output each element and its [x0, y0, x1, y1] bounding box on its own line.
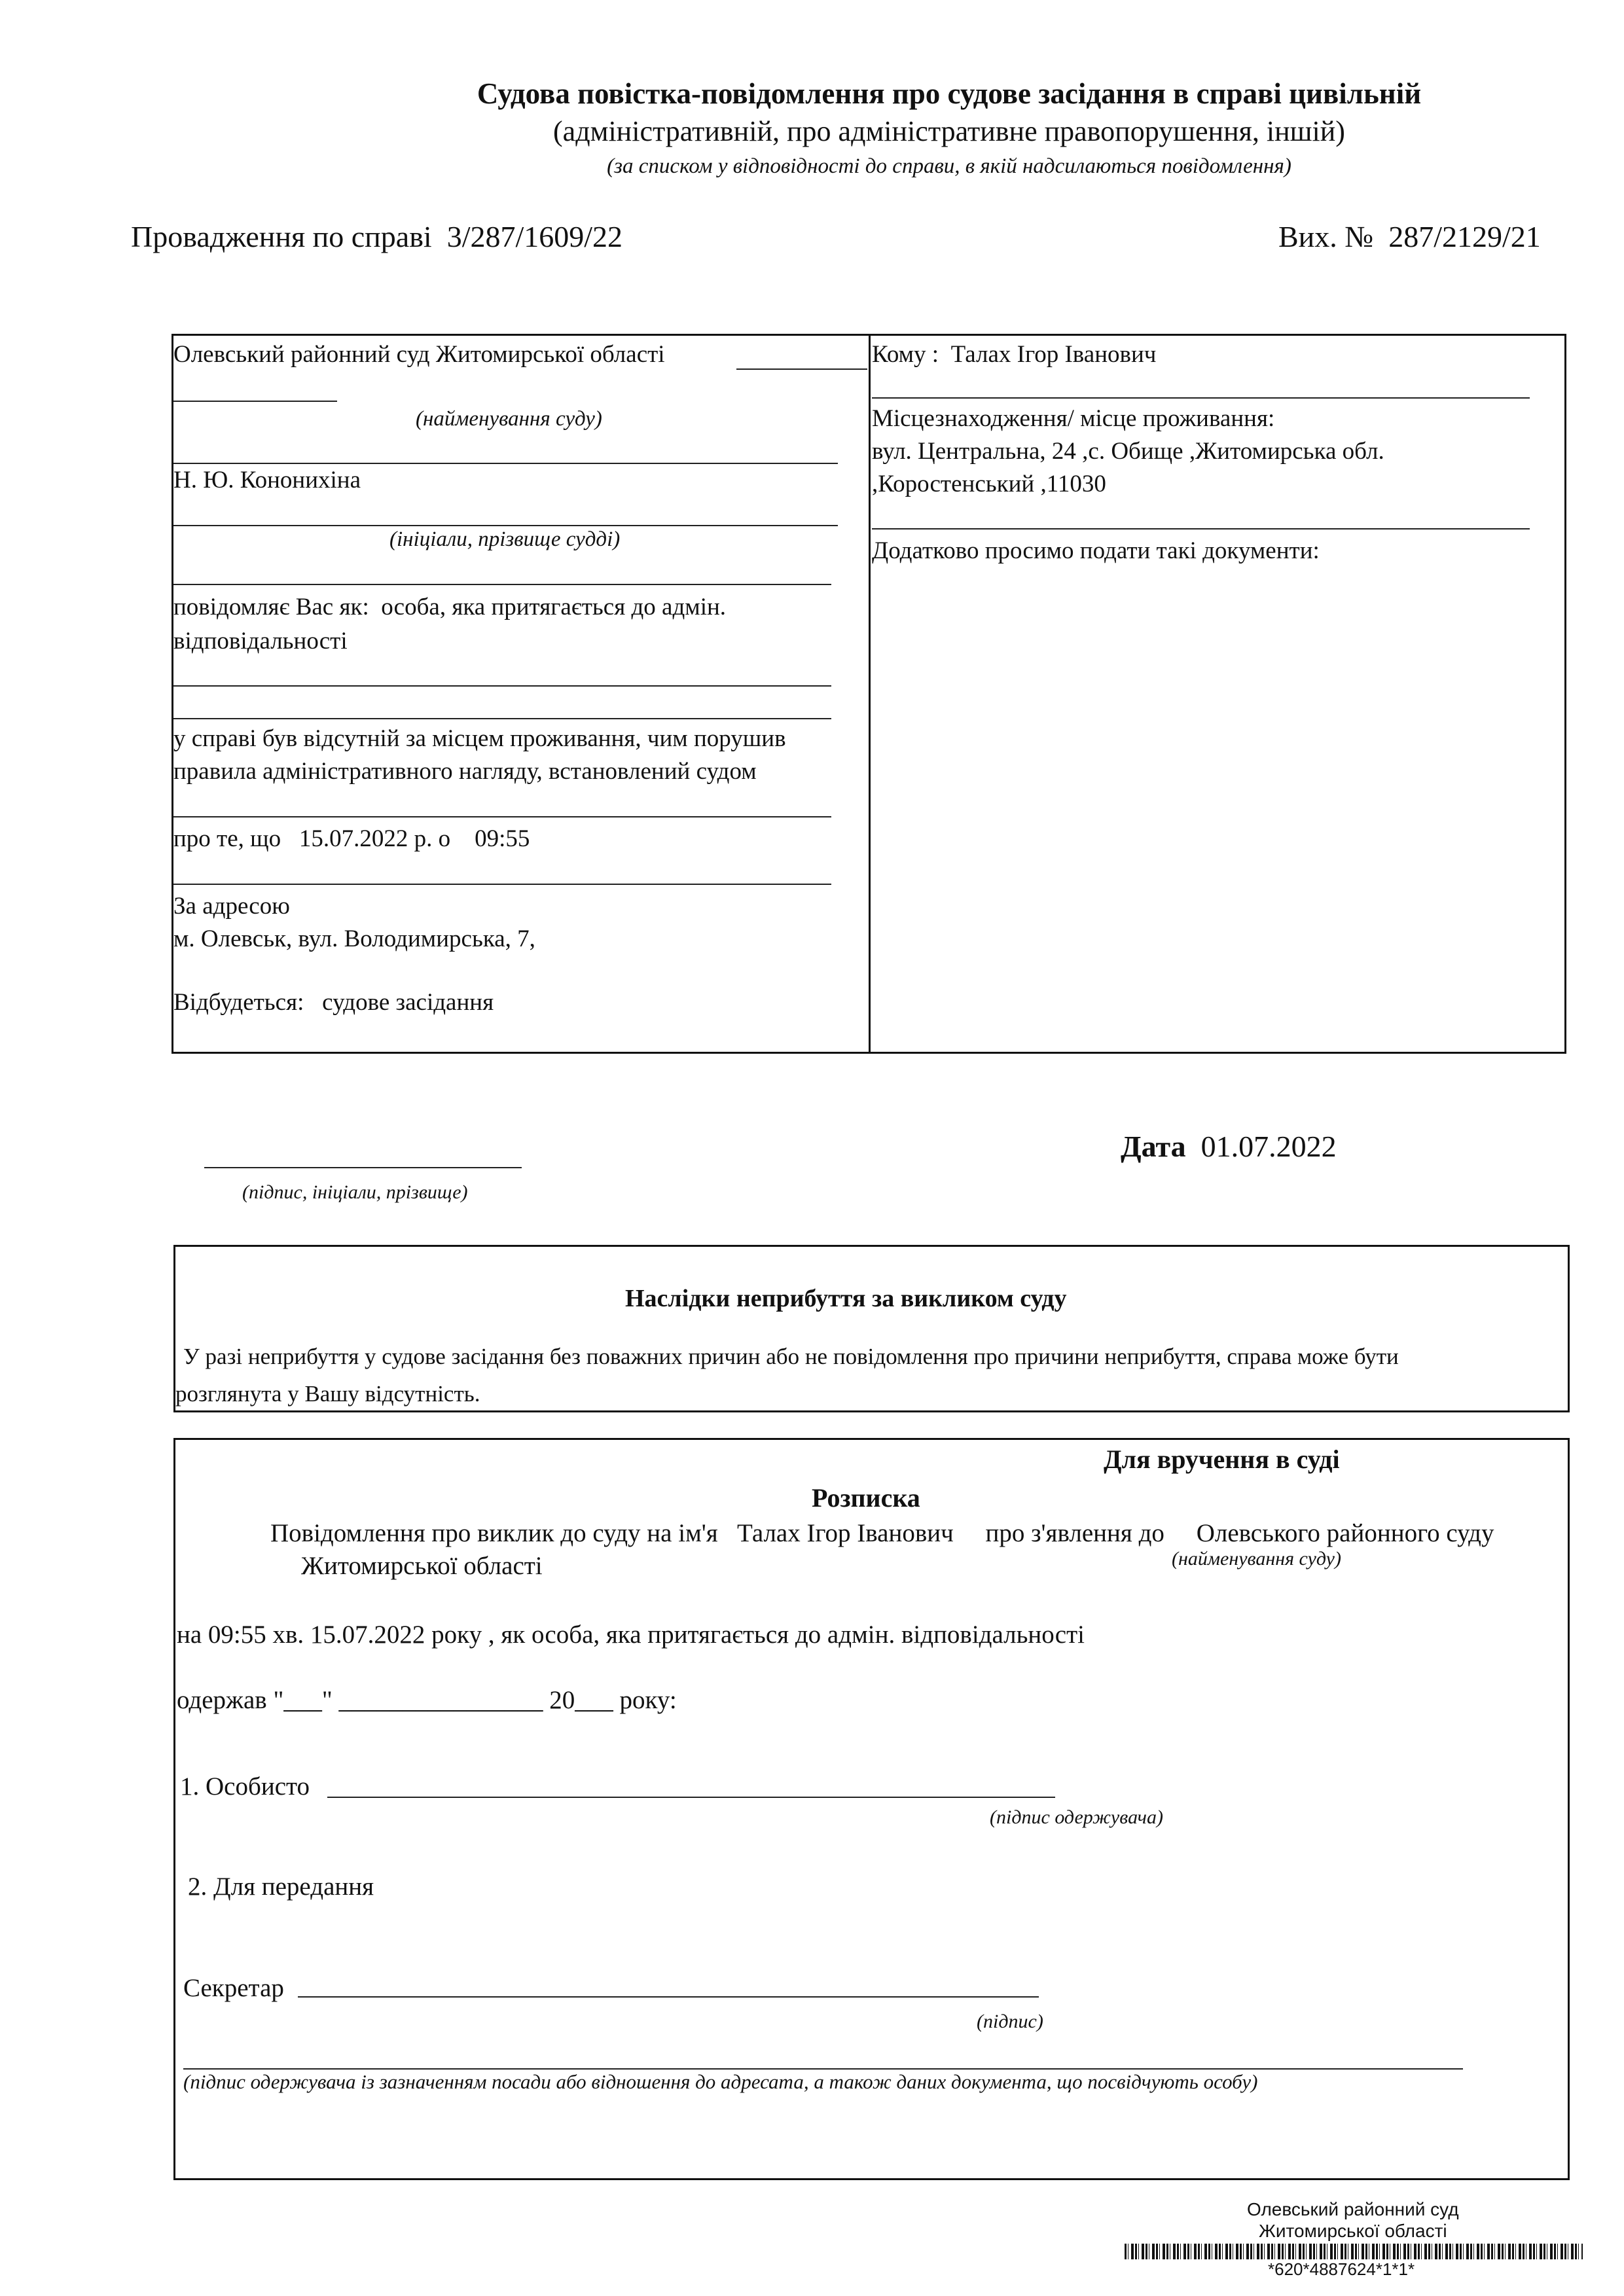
- personal-signature-line: [327, 1797, 1055, 1798]
- receipt-title: Розписка: [812, 1483, 920, 1513]
- secretary-caption: (підпис): [977, 2011, 1043, 2032]
- judge-line: [173, 525, 838, 526]
- court-caption-line: [173, 463, 838, 464]
- address-value: м. Олевськ, вул. Володимирська, 7,: [173, 925, 535, 952]
- event-line: [173, 988, 494, 1016]
- receipt-line-1: [270, 1518, 1494, 1548]
- receipt-time-line: на 09:55 хв. 15.07.2022 року , як особа, яка притягається до адмін. відповідальності: [177, 1621, 1085, 1649]
- case-description-1: у справі був відсутній за місцем проживання, чим порушив: [173, 725, 786, 752]
- document-subtitle: (адміністративній, про адміністративне правопорушення, іншій): [553, 115, 1345, 147]
- consequences-text-1: У разі неприбуття у судове засідання без поважних причин або не повідомлення про причини неприбуття, справа може бути: [183, 1344, 1399, 1369]
- address-label: За адресою: [173, 893, 290, 920]
- barcode: [1125, 2244, 1583, 2259]
- hearing-datetime: [173, 825, 530, 853]
- receipt-court-line-2: Житомирської області: [301, 1552, 543, 1580]
- footer-signature-line: [183, 2068, 1463, 2070]
- notifies-line-2: відповідальності: [173, 628, 348, 655]
- hearing-datetime-line: [173, 884, 831, 885]
- secretary-signature-line: [298, 1996, 1039, 1998]
- consequences-text-2: розглянута у Вашу відсутність.: [175, 1381, 480, 1407]
- to-name: Талах Ігор Іванович: [950, 341, 1157, 368]
- for-court-label: Для вручення в суді: [1104, 1444, 1340, 1474]
- event-value: судове засідання: [322, 989, 494, 1016]
- stamp-line-2: Житомирської області: [1259, 2221, 1447, 2241]
- issue-date-value: 01.07.2022: [1200, 1130, 1337, 1163]
- signature-caption: (підпис, ініціали, прізвище): [242, 1181, 468, 1203]
- case-reference: [131, 219, 623, 254]
- document-title: Судова повістка-повідомлення про судове засідання в справі цивільній: [477, 77, 1422, 110]
- outgoing-reference: [1278, 219, 1541, 254]
- date-label: про те, що: [173, 825, 281, 852]
- receipt-prefix: Повідомлення про виклик до суду на ім'я: [270, 1519, 718, 1547]
- court-name-line-2: [173, 401, 337, 402]
- outgoing-label: Вих. №: [1278, 220, 1374, 253]
- issue-date-label: Дата: [1121, 1130, 1186, 1163]
- judge-name: Н. Ю. Кононихіна: [173, 467, 361, 493]
- time-value: 09:55: [475, 825, 530, 852]
- recipient-line: [872, 340, 1156, 368]
- notifies-value: особа, яка притягається до адмін.: [381, 594, 727, 620]
- receipt-court-caption: (найменування суду): [1172, 1548, 1341, 1570]
- address-rule: [872, 528, 1530, 529]
- column-divider: [869, 334, 871, 1052]
- event-label: Відбудеться:: [173, 989, 304, 1016]
- barcode-number: *620*4887624*1*1*: [1268, 2259, 1415, 2279]
- receipt-court: Олевського районного суду: [1196, 1519, 1494, 1547]
- secretary-label: Секретар: [183, 1974, 284, 2002]
- receipt-name: Талах Ігор Іванович: [736, 1519, 954, 1547]
- receipt-item-personal: 1. Особисто: [180, 1772, 310, 1801]
- location-label: Місцезнаходження/ місце проживання:: [872, 405, 1275, 432]
- date-value: 15.07.2022 р. о: [298, 825, 451, 852]
- judge-caption: (ініціали, прізвище судді): [389, 528, 621, 551]
- court-name-line: [736, 368, 867, 370]
- receipt-mid: про з'явлення до: [985, 1519, 1164, 1547]
- to-label: Кому :: [872, 341, 939, 368]
- address-line-2: ,Коростенський ,11030: [872, 471, 1106, 497]
- document-note: (за списком у відповідності до справи, в якій надсилаються повідомлення): [607, 154, 1291, 178]
- notifies-line-a: [173, 685, 831, 687]
- recipient-line-rule: [872, 397, 1530, 399]
- court-caption: (найменування суду): [416, 407, 602, 431]
- judge-caption-line: [173, 584, 831, 585]
- signature-line: [204, 1167, 522, 1168]
- consequences-title: Наслідки неприбуття за викликом суду: [625, 1285, 1067, 1312]
- stamp-line-1: Олевський районний суд: [1247, 2199, 1459, 2219]
- documents-label: Додатково просимо подати такі документи:: [872, 537, 1320, 564]
- case-number: 3/287/1609/22: [446, 220, 623, 253]
- receipt-received-line: одержав "___" ________________ 20___ року:: [177, 1686, 677, 1714]
- court-name: Олевський районний суд Житомирської області: [173, 341, 665, 368]
- issue-date: [1121, 1129, 1337, 1164]
- case-label: Провадження по справі: [131, 220, 432, 253]
- notifies-line-b: [173, 718, 831, 719]
- notifies-line-1: [173, 593, 726, 621]
- footer-caption: (підпис одержувача із зазначенням посади або відношення до адресата, а також даних документа, що посвідчують особу): [183, 2070, 1258, 2093]
- outgoing-number: 287/2129/21: [1388, 220, 1541, 253]
- case-description-2: правила адміністративного нагляду, встановлений судом: [173, 758, 757, 785]
- case-description-line: [173, 816, 831, 817]
- personal-signature-caption: (підпис одержувача): [990, 1806, 1163, 1828]
- address-line-1: вул. Центральна, 24 ,с. Обище ,Житомирська обл.: [872, 438, 1384, 465]
- notifies-label: повідомляє Вас як:: [173, 594, 369, 620]
- receipt-item-transfer: 2. Для передання: [188, 1873, 374, 1901]
